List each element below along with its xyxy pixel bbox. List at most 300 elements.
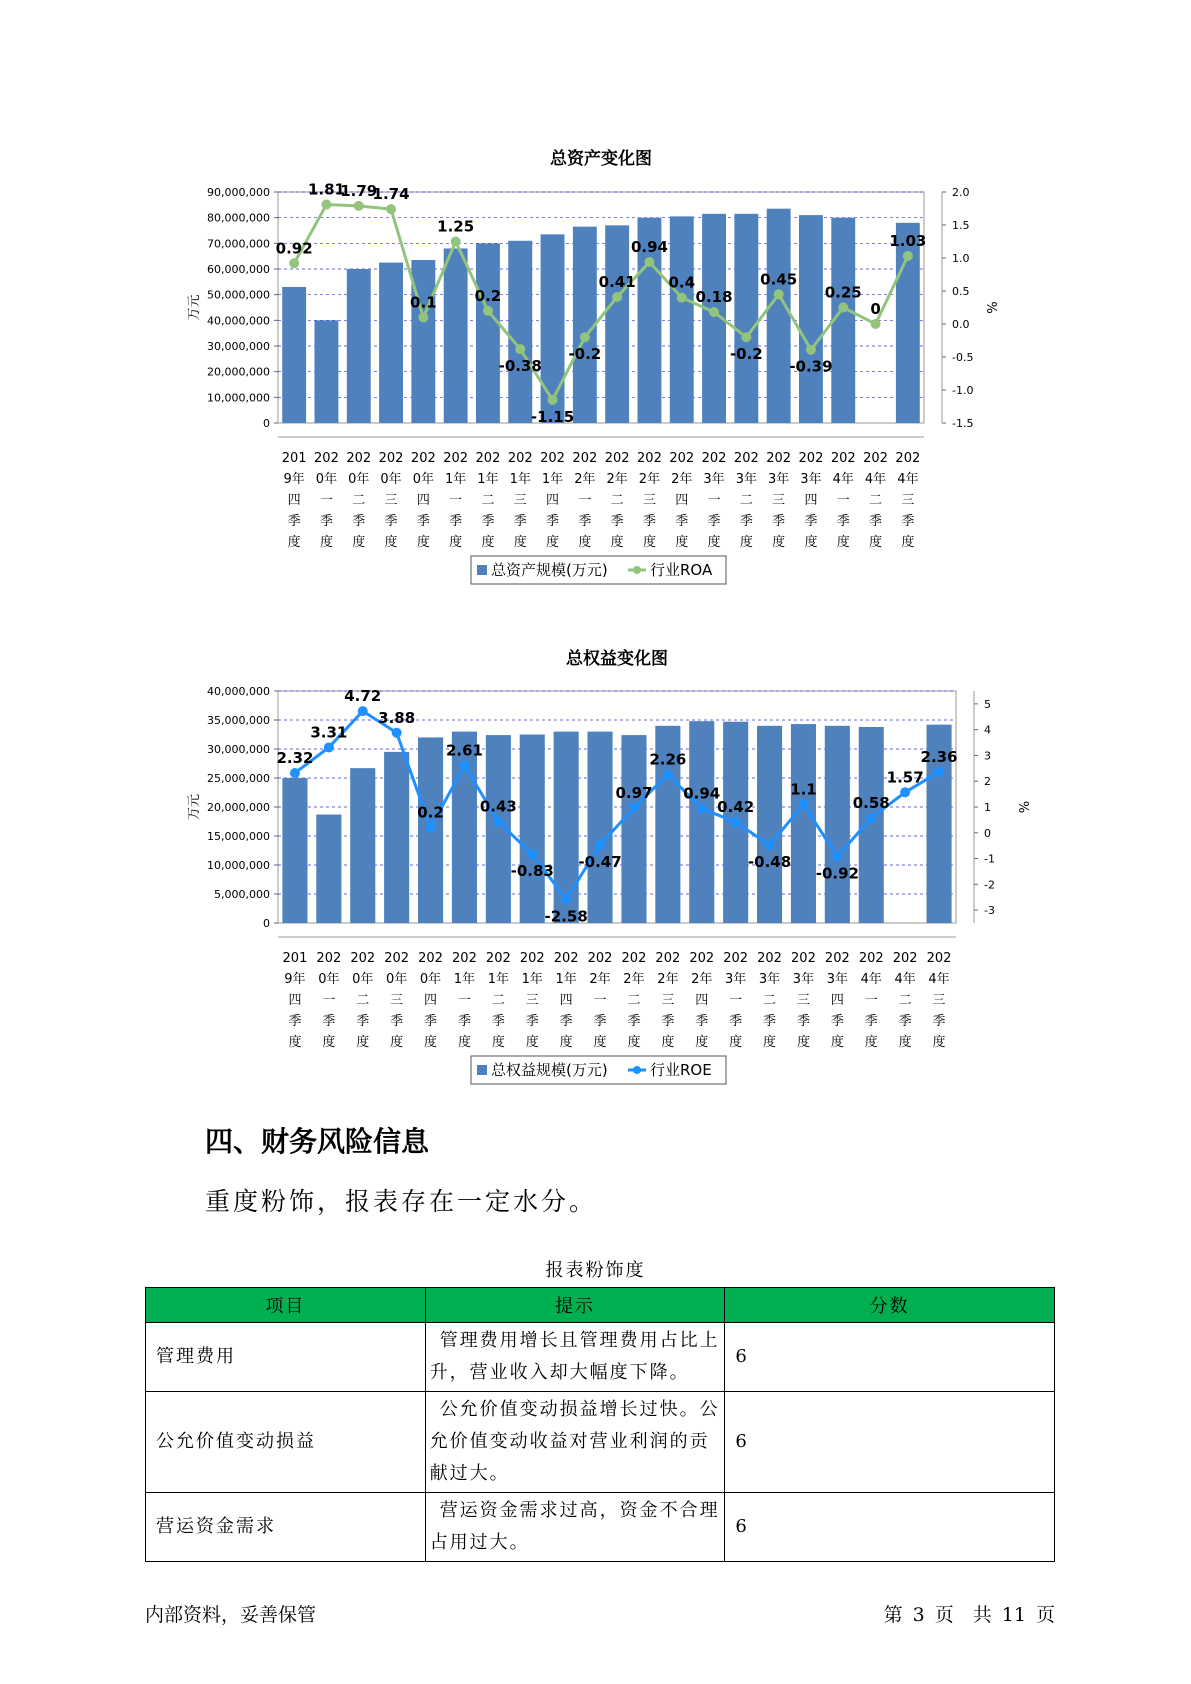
- x-tick-label: 二: [610, 493, 624, 508]
- bar: [734, 214, 758, 423]
- x-tick-label: 季: [695, 1014, 709, 1029]
- x-tick-label: 二: [627, 993, 641, 1008]
- x-tick-label: 202: [863, 451, 888, 466]
- x-tick-label: 4年: [860, 972, 882, 987]
- line-point: [392, 728, 402, 738]
- x-tick-label: 度: [932, 1035, 946, 1050]
- y2-tick-label: 3: [984, 749, 991, 763]
- bar: [282, 287, 306, 423]
- x-tick-label: 度: [319, 535, 333, 550]
- x-tick-label: 度: [416, 535, 430, 550]
- bar: [588, 732, 613, 923]
- x-tick-label: 二: [898, 993, 912, 1008]
- footer-page-number: 第 3 页 共 11 页: [883, 1604, 1055, 1626]
- x-tick-label: 202: [553, 951, 579, 966]
- y-tick-label: 60,000,000: [207, 263, 270, 276]
- x-tick-label: 1年: [541, 472, 564, 487]
- data-label: -0.2: [568, 345, 602, 364]
- bar: [379, 263, 403, 423]
- x-tick-label: 三: [661, 993, 675, 1008]
- x-tick-label: 度: [739, 535, 753, 550]
- x-tick-label: 202: [346, 451, 372, 466]
- x-tick-label: 1年: [477, 472, 499, 487]
- row-score: 6: [725, 1323, 1055, 1392]
- x-tick-label: 202: [378, 451, 404, 466]
- y2-tick-label: 0: [984, 826, 991, 840]
- x-tick-label: 201: [281, 451, 307, 466]
- x-tick-label: 2年: [657, 972, 679, 987]
- line-point: [644, 257, 654, 267]
- x-tick-label: 度: [675, 535, 689, 550]
- data-label: 1.03: [889, 232, 927, 251]
- x-tick-label: 一: [578, 493, 592, 508]
- x-tick-label: 202: [830, 451, 856, 466]
- y2-tick-label: 0.0: [952, 318, 970, 331]
- line-point: [290, 768, 300, 778]
- data-label: -0.38: [498, 357, 542, 376]
- x-tick-label: 季: [546, 514, 560, 529]
- line-point: [903, 251, 913, 261]
- x-tick-label: 202: [316, 951, 342, 966]
- y2-tick-label: -3: [984, 904, 995, 918]
- x-tick-label: 202: [791, 951, 816, 966]
- y-tick-label: 90,000,000: [207, 186, 270, 199]
- y-tick-label: 0: [263, 417, 270, 430]
- x-tick-label: 1年: [453, 972, 476, 987]
- bar: [452, 732, 477, 923]
- x-tick-label: 度: [356, 1035, 370, 1050]
- x-tick-label: 度: [898, 1035, 912, 1050]
- chart-title: 总资产变化图: [550, 149, 652, 169]
- x-tick-label: 度: [322, 1035, 336, 1050]
- line-point: [612, 292, 622, 302]
- table-header-row: [146, 1288, 1055, 1323]
- line-point: [493, 817, 503, 827]
- x-tick-label: 季: [763, 1014, 777, 1029]
- data-label: 0.92: [275, 239, 313, 258]
- line-point: [426, 823, 436, 833]
- line-point: [324, 742, 334, 752]
- y2-tick-label: 1: [984, 801, 991, 814]
- x-tick-label: 三: [525, 993, 539, 1008]
- data-label: 0.94: [630, 237, 668, 256]
- x-tick-label: 二: [739, 493, 753, 508]
- bar: [508, 241, 532, 423]
- data-label: -0.39: [789, 357, 833, 376]
- y-tick-label: 50,000,000: [207, 288, 270, 302]
- x-tick-label: 度: [457, 1035, 471, 1050]
- line-point: [595, 840, 605, 850]
- x-tick-label: 一: [729, 993, 743, 1008]
- legend-line-marker: [633, 1066, 641, 1074]
- x-tick-label: 202: [757, 951, 782, 966]
- x-tick-label: 1年: [487, 972, 509, 987]
- x-tick-label: 度: [390, 1035, 404, 1050]
- x-tick-label: 三: [642, 493, 656, 508]
- data-label: 1.74: [372, 185, 410, 204]
- chart-legend: [471, 556, 726, 584]
- x-tick-label: 202: [892, 951, 918, 966]
- x-tick-label: 四: [288, 993, 302, 1008]
- x-tick-label: 一: [864, 993, 878, 1008]
- x-tick-label: 季: [513, 514, 527, 529]
- bar: [350, 768, 375, 923]
- data-label: 0.25: [824, 283, 862, 302]
- line-point: [900, 787, 910, 797]
- x-tick-label: 1年: [555, 972, 577, 987]
- x-tick-label: 202: [655, 951, 681, 966]
- data-label: 0.97: [615, 783, 653, 802]
- data-label: -0.48: [747, 853, 792, 872]
- x-tick-label: 2年: [606, 472, 628, 487]
- x-tick-label: 四: [559, 993, 573, 1008]
- bar: [384, 752, 409, 923]
- x-tick-label: 202: [587, 951, 613, 966]
- y2-tick-label: -1.5: [952, 417, 974, 430]
- x-tick-label: 202: [410, 451, 436, 466]
- plot-area: [275, 192, 927, 423]
- x-tick-label: 1年: [521, 972, 543, 987]
- x-tick-label: 三: [384, 493, 398, 508]
- line-point: [483, 306, 493, 316]
- x-tick-label: 三: [513, 493, 527, 508]
- x-tick-label: 度: [610, 535, 624, 550]
- x-tick-label: 3年: [703, 472, 725, 487]
- x-tick-label: 202: [452, 951, 477, 966]
- data-label: 1.79: [340, 181, 378, 200]
- bar: [347, 269, 371, 423]
- x-tick-label: 季: [449, 514, 463, 529]
- y2-tick-label: 1.5: [952, 219, 970, 232]
- legend-bar-swatch: [477, 1065, 487, 1075]
- x-tick-label: 度: [869, 535, 883, 550]
- x-tick-label: 季: [707, 514, 721, 529]
- y-tick-label: 10,000,000: [207, 391, 270, 405]
- table-caption: 报表粉饰度: [545, 1260, 646, 1281]
- line-point: [866, 813, 876, 823]
- data-label: 0.45: [760, 270, 798, 289]
- bar: [520, 735, 545, 924]
- x-tick-label: 202: [637, 451, 662, 466]
- data-label: 0.2: [474, 286, 502, 305]
- x-tick-label: 度: [559, 1035, 573, 1050]
- bar: [825, 726, 850, 923]
- y-tick-label: 30,000,000: [207, 340, 270, 353]
- x-tick-label: 202: [926, 951, 952, 966]
- x-tick-label: 季: [804, 514, 818, 529]
- y2-tick-label: 2: [984, 775, 991, 789]
- x-tick-label: 季: [287, 514, 301, 529]
- x-tick-label: 3年: [735, 472, 757, 487]
- x-tick-label: 202: [314, 451, 339, 466]
- y2-tick-label: -0.5: [952, 351, 974, 364]
- x-tick-label: 4年: [928, 972, 950, 987]
- x-tick-label: 度: [901, 535, 915, 550]
- x-tick-label: 季: [772, 514, 786, 529]
- x-tick-label: 4年: [832, 472, 854, 487]
- x-tick-label: 季: [869, 514, 883, 529]
- x-tick-label: 三: [390, 993, 404, 1008]
- x-tick-label: 202: [621, 951, 647, 966]
- bar: [282, 778, 307, 923]
- x-tick-label: 202: [475, 451, 501, 466]
- data-label: 3.88: [378, 708, 416, 727]
- y2-tick-label: 1.0: [952, 252, 970, 265]
- data-label: 0.1: [410, 293, 437, 312]
- x-tick-label: 0年: [412, 472, 434, 487]
- y-axis-label: 万元: [187, 294, 202, 321]
- x-tick-label: 季: [661, 1014, 675, 1029]
- line-point: [741, 332, 751, 342]
- line-point: [451, 237, 461, 247]
- chart-svg: [0, 640, 1191, 1100]
- data-label: 2.32: [276, 748, 314, 767]
- x-tick-label: 一: [593, 993, 607, 1008]
- y-tick-label: 20,000,000: [207, 365, 270, 379]
- x-tick-label: 202: [540, 451, 565, 466]
- x-tick-label: 季: [627, 1014, 641, 1029]
- x-tick-label: 季: [796, 1014, 810, 1029]
- table-row: [146, 1323, 1055, 1392]
- x-tick-label: 9年: [283, 472, 305, 487]
- y2-tick-label: 2.0: [952, 186, 970, 199]
- data-label: 3.31: [310, 723, 348, 742]
- x-tick-label: 季: [525, 1014, 539, 1029]
- data-label: 0.18: [695, 288, 733, 307]
- x-tick-label: 四: [830, 993, 844, 1008]
- x-tick-label: 季: [675, 514, 689, 529]
- line-point: [561, 894, 571, 904]
- data-label: 2.26: [649, 750, 687, 769]
- y2-axis-label: %: [983, 301, 998, 314]
- data-label: -0.2: [729, 345, 763, 364]
- section-title: 四、财务风险信息: [205, 1125, 430, 1158]
- x-tick-label: 202: [485, 951, 511, 966]
- data-label: -0.83: [510, 862, 554, 881]
- x-tick-label: 度: [525, 1035, 539, 1050]
- x-tick-label: 度: [593, 1035, 607, 1050]
- x-tick-label: 度: [352, 535, 366, 550]
- x-tick-label: 季: [384, 514, 398, 529]
- x-tick-label: 度: [707, 535, 721, 550]
- x-tick-label: 度: [729, 1035, 743, 1050]
- x-tick-label: 度: [491, 1035, 505, 1050]
- data-label: 2.61: [445, 741, 483, 760]
- line-point: [806, 345, 816, 355]
- x-tick-label: 2年: [691, 972, 713, 987]
- x-tick-label: 202: [798, 451, 824, 466]
- x-tick-label: 2年: [589, 972, 611, 987]
- line-point: [871, 319, 881, 329]
- data-label: -0.92: [815, 864, 859, 883]
- x-tick-label: 季: [424, 1014, 438, 1029]
- x-tick-label: 2年: [574, 472, 596, 487]
- bar: [767, 209, 791, 423]
- line-point: [934, 767, 944, 777]
- x-tick-label: 一: [836, 493, 850, 508]
- x-tick-label: 4年: [894, 972, 916, 987]
- table-row: [146, 1392, 1055, 1493]
- bar: [757, 726, 782, 923]
- y-tick-label: 70,000,000: [207, 237, 270, 251]
- data-label: -0.47: [578, 852, 622, 871]
- line-point: [321, 200, 331, 210]
- data-label: 0.43: [479, 797, 517, 816]
- whitewash-table: [145, 1287, 1055, 1562]
- x-tick-label: 202: [519, 951, 545, 966]
- y2-tick-label: 4: [984, 723, 991, 737]
- section-summary: 重度粉饰，报表存在一定水分。: [205, 1187, 598, 1216]
- data-label: 1.1: [790, 780, 817, 799]
- x-tick-label: 度: [627, 1035, 641, 1050]
- line-point: [697, 804, 707, 814]
- x-tick-label: 202: [384, 951, 410, 966]
- x-tick-label: 202: [689, 951, 715, 966]
- line-point: [677, 293, 687, 303]
- x-tick-label: 季: [322, 1014, 336, 1029]
- row-hint: 营运资金需求过高，资金不合理占用过大。: [425, 1493, 725, 1562]
- line-point: [459, 760, 469, 770]
- x-tick-label: 二: [491, 993, 505, 1008]
- x-tick-label: 季: [356, 1014, 370, 1029]
- data-label: 1.57: [886, 768, 924, 787]
- x-tick-label: 季: [932, 1014, 946, 1029]
- x-tick-label: 四: [675, 493, 689, 508]
- x-tick-label: 度: [864, 1035, 878, 1050]
- x-tick-label: 一: [322, 993, 336, 1008]
- row-item: 公允价值变动损益: [146, 1392, 426, 1493]
- line-point: [774, 289, 784, 299]
- x-tick-label: 2年: [638, 472, 661, 487]
- x-tick-label: 0年: [380, 472, 402, 487]
- y-tick-label: 0: [263, 917, 270, 930]
- y-tick-label: 40,000,000: [207, 685, 270, 698]
- x-tick-label: 四: [424, 993, 438, 1008]
- x-tick-label: 季: [901, 514, 915, 529]
- y2-tick-label: 0.5: [952, 285, 970, 298]
- x-tick-label: 3年: [725, 972, 747, 987]
- x-tick-label: 三: [901, 493, 915, 508]
- y-tick-label: 40,000,000: [207, 314, 270, 328]
- x-tick-label: 202: [766, 451, 792, 466]
- y2-tick-label: -2: [984, 878, 995, 892]
- line-point: [386, 204, 396, 214]
- bar: [605, 225, 629, 423]
- bar: [799, 215, 823, 423]
- x-tick-label: 度: [287, 535, 301, 550]
- x-tick-label: 一: [457, 993, 471, 1008]
- y2-tick-label: 5: [984, 697, 991, 711]
- x-tick-label: 度: [836, 535, 850, 550]
- line-point: [731, 817, 741, 827]
- data-label: 0.2: [417, 803, 444, 822]
- line-point: [663, 770, 673, 780]
- row-hint: 公允价值变动损益增长过快。公允价值变动收益对营业利润的贡献过大。: [425, 1392, 725, 1493]
- x-tick-label: 季: [491, 1014, 505, 1029]
- x-tick-label: 度: [513, 535, 527, 550]
- x-tick-label: 三: [772, 493, 786, 508]
- y-tick-label: 5,000,000: [214, 888, 270, 901]
- y-tick-label: 30,000,000: [207, 743, 270, 756]
- chart-legend: [471, 1056, 726, 1084]
- bar: [689, 721, 714, 923]
- y-tick-label: 35,000,000: [207, 714, 270, 727]
- x-tick-label: 1年: [445, 472, 467, 487]
- x-tick-label: 季: [729, 1014, 743, 1029]
- y-tick-label: 80,000,000: [207, 211, 270, 225]
- x-tick-label: 202: [507, 451, 533, 466]
- x-tick-label: 二: [352, 493, 366, 508]
- x-tick-label: 度: [763, 1035, 777, 1050]
- y-tick-label: 25,000,000: [207, 772, 270, 785]
- y2-tick-label: -1: [984, 852, 995, 866]
- x-tick-label: 0年: [348, 472, 370, 487]
- data-label: 0.42: [717, 797, 755, 816]
- x-tick-label: 四: [695, 993, 709, 1008]
- x-tick-label: 201: [282, 951, 308, 966]
- line-point: [418, 312, 428, 322]
- x-tick-label: 202: [669, 451, 695, 466]
- y-tick-label: 15,000,000: [207, 830, 270, 843]
- x-tick-label: 3年: [768, 472, 790, 487]
- x-tick-label: 季: [416, 514, 430, 529]
- line-point: [354, 201, 364, 211]
- x-tick-label: 2年: [623, 972, 645, 987]
- bar: [670, 216, 694, 423]
- header-hint: 提示: [425, 1288, 725, 1323]
- bar: [791, 724, 816, 923]
- data-label: 0: [870, 300, 881, 318]
- bar: [444, 248, 468, 423]
- x-tick-label: 季: [319, 514, 333, 529]
- line-point: [358, 706, 368, 716]
- x-tick-label: 202: [604, 451, 630, 466]
- line-point: [798, 799, 808, 809]
- legend-bar-label: 总资产规模(万元): [491, 561, 608, 579]
- x-tick-label: 季: [390, 1014, 404, 1029]
- legend-line-label: 行业ROE: [650, 1061, 712, 1079]
- x-tick-label: 度: [661, 1035, 675, 1050]
- total-equity-chart: [0, 640, 1191, 1100]
- total-assets-chart: [0, 140, 1191, 600]
- x-tick-label: 季: [578, 514, 592, 529]
- x-tick-label: 四: [287, 493, 301, 508]
- legend-bar-label: 总权益规模(万元): [491, 1061, 608, 1079]
- x-tick-label: 季: [864, 1014, 878, 1029]
- x-tick-label: 202: [824, 951, 850, 966]
- x-tick-label: 4年: [864, 472, 887, 487]
- data-label: 1.25: [437, 217, 475, 236]
- line-point: [765, 840, 775, 850]
- row-score: 6: [725, 1392, 1055, 1493]
- x-tick-label: 季: [836, 514, 850, 529]
- x-tick-label: 202: [723, 951, 749, 966]
- x-tick-label: 四: [416, 493, 430, 508]
- x-tick-label: 四: [804, 493, 818, 508]
- x-tick-label: 202: [418, 951, 443, 966]
- x-tick-label: 0年: [318, 972, 340, 987]
- y-axis-label: 万元: [187, 793, 202, 821]
- x-tick-label: 度: [384, 535, 398, 550]
- x-tick-label: 一: [319, 493, 333, 508]
- x-tick-label: 202: [572, 451, 598, 466]
- header-score: 分数: [725, 1288, 1055, 1323]
- x-tick-label: 度: [796, 1035, 810, 1050]
- chart-svg: [0, 140, 1191, 600]
- x-tick-label: 一: [707, 493, 721, 508]
- x-tick-label: 度: [695, 1035, 709, 1050]
- x-tick-label: 季: [481, 514, 495, 529]
